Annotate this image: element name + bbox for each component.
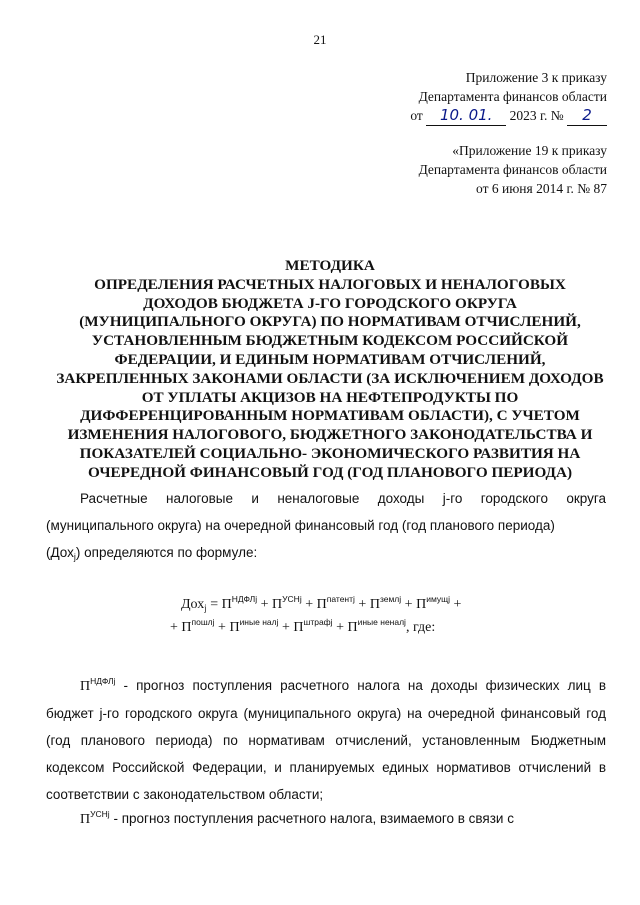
term-p: П [80,679,91,694]
appendix-line: Приложение 3 к приказу [465,70,607,85]
title-line: МЕТОДИКА [285,257,375,274]
handwritten-number: 2 [567,106,607,126]
intro-tail-prefix: (Дох [46,545,74,560]
formula-lhs: Дох [181,597,205,612]
handwritten-date: 10. 01. [426,106,506,126]
term-text: - прогноз поступления расчетного налога, взимаемого в связи с [109,811,514,826]
formula-plus: + [401,597,417,612]
term-text: - прогноз поступления расчетного налога на доходы физических лиц в бюджет j-го городского округа (муниципального округа) на очередной финансовый год (год планового периода) по нормативам отчислений, установленным Бюджетным кодексом Российской Федерации, и планируемых единых нормативов отчислений в соответствии с законодательством области; [46,678,606,802]
formula-equals: = [206,597,222,612]
formula-term-sup: пошлj [191,617,215,627]
term-p: П [80,812,91,827]
formula-plus: + [170,620,182,635]
formula-term-sup: штрафj [303,617,333,627]
appendix-line: Департамента финансов области [418,89,607,104]
year-text: 2023 г. № [509,108,564,123]
formula-p: П [416,597,427,612]
formula-term-sup: иные неналj [357,617,406,627]
formula-lhs-subscript: j [204,603,207,613]
formula-end: , где: [405,620,436,635]
formula-plus: + [332,620,348,635]
formula-plus: + [301,597,317,612]
title-line: ОПРЕДЕЛЕНИЯ РАСЧЕТНЫХ НАЛОГОВЫХ И НЕНАЛОГОВЫХ [94,275,566,293]
appendix-line: «Приложение 19 к приказу [452,143,607,158]
date-prefix: от [410,108,423,123]
formula-p: П [229,620,240,635]
formula-term-sup: НДФЛj [231,594,258,604]
title-line: ДОХОДОВ БЮДЖЕТА J-ГО ГОРОДСКОГО ОКРУГА [143,294,517,312]
title-line: ПОКАЗАТЕЛЕЙ СОЦИАЛЬНО- ЭКОНОМИЧЕСКОГО РАЗВИТИЯ НА [79,444,581,462]
term-sup: УСНj [90,809,110,819]
intro-tail [46,539,606,571]
title-line: ДИФФЕРЕНЦИРОВАННЫМ НОРМАТИВАМ ОБЛАСТИ), С УЧЕТОМ [80,407,580,425]
term-definition-ndfl [46,668,606,808]
formula-p: П [181,620,192,635]
title-line: ОЧЕРЕДНОЙ ФИНАНСОВЫЙ ГОД (ГОД ПЛАНОВОГО ПЕРИОДА) [87,463,573,481]
formula-plus: + [214,620,230,635]
formula-plus: + [450,597,462,612]
appendix-date-line [410,106,607,126]
title-line: (МУНИЦИПАЛЬНОГО ОКРУГА) ПО НОРМАТИВАМ ОТЧИСЛЕНИЙ, [79,313,581,331]
title-line: ФЕДЕРАЦИИ, И ЕДИНЫМ НОРМАТИВАМ ОТЧИСЛЕНИЙ, [114,350,546,368]
formula-plus: + [354,597,370,612]
appendix-line: от 6 июня 2014 г. № 87 [476,181,607,196]
formula-line-2 [170,611,435,639]
title-line: ИЗМЕНЕНИЯ НАЛОГОВОГО, БЮДЖЕТНОГО ЗАКОНОДАТЕЛЬСТВА И [67,426,593,444]
intro-tail-subscript: j [73,552,76,562]
formula-term-sup: патентj [326,594,355,604]
term-sup: НДФЛj [90,676,116,686]
title-line: ЗАКРЕПЛЕННЫХ ЗАКОНАМИ ОБЛАСТИ (ЗА ИСКЛЮЧЕНИЕМ ДОХОДОВ [56,369,604,387]
term-definition-usn [46,801,606,833]
document-title [40,257,620,483]
title-line: ОТ УПЛАТЫ АКЦИЗОВ НА НЕФТЕПРОДУКТЫ ПО [141,388,519,406]
formula-p: П [272,597,283,612]
formula-plus: + [257,597,273,612]
term-symbol [80,809,110,827]
formula-term-sup: иные налj [239,617,279,627]
intro-paragraph [46,485,606,571]
appendix-line: Департамента финансов области [418,162,607,177]
formula-term-sup: УСНj [282,594,302,604]
formula-p: П [293,620,304,635]
formula-term-sup: землj [379,594,402,604]
formula-p: П [316,597,327,612]
formula-p: П [221,597,232,612]
formula-term-sup: имущj [426,594,451,604]
formula-plus: + [278,620,294,635]
appendix-current-header [410,68,607,126]
intro-tail-suffix: ) определяются по формуле: [75,545,258,560]
appendix-original-header [419,141,607,198]
intro-text: Расчетные налоговые и неналоговые доходы j-го городского округа (муниципального округа) на очередной финансовый год (год планового периода) [46,491,606,533]
title-line: УСТАНОВЛЕННЫМ БЮДЖЕТНЫМ КОДЕКСОМ РОССИЙСКОЙ [91,332,569,350]
formula-p: П [369,597,380,612]
formula-p: П [347,620,358,635]
term-symbol [80,676,116,694]
page-number: 21 [313,32,327,47]
